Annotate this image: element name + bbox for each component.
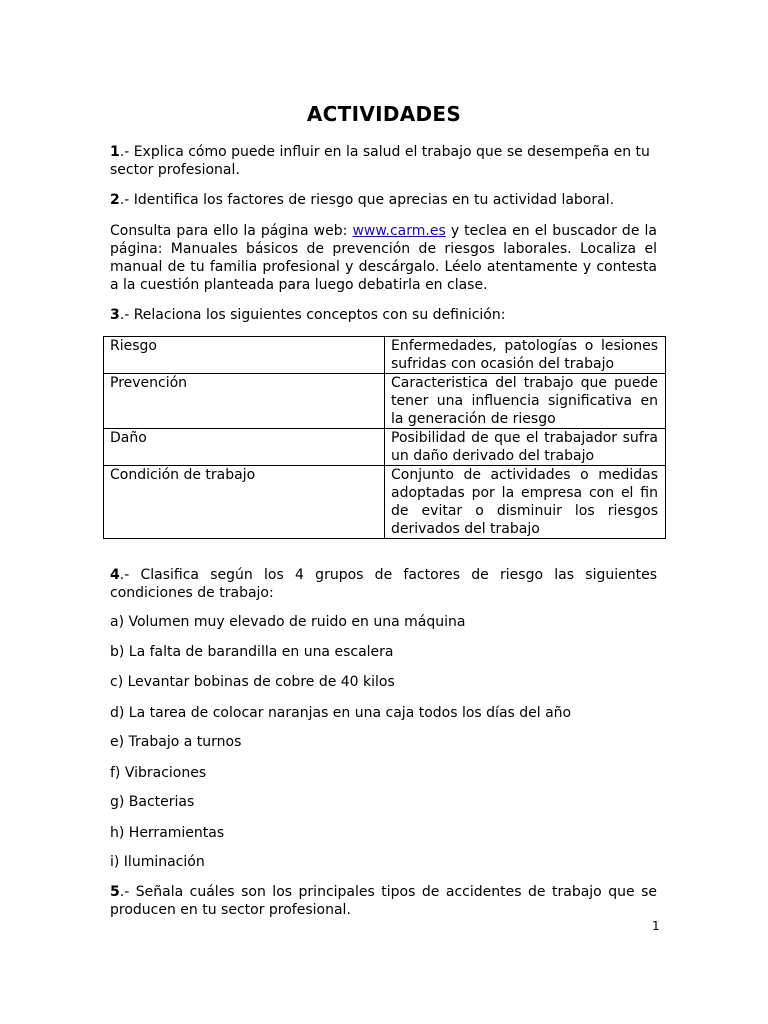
question-3-text: .- Relaciona los siguientes conceptos con su definición:	[119, 307, 506, 323]
consulta-text-before: Consulta para ello la página web:	[110, 223, 353, 239]
concept-cell: Daño	[104, 429, 385, 466]
list-item: i) Iluminación	[110, 854, 205, 870]
list-item: e) Trabajo a turnos	[110, 734, 242, 750]
list-item: h) Herramientas	[110, 825, 225, 841]
question-1	[110, 143, 657, 179]
question-3	[110, 306, 657, 324]
table-row	[104, 466, 666, 539]
concept-cell: Condición de trabajo	[104, 466, 385, 539]
consulta-text-after: y teclea en el buscador de la página: Manuales básicos de prevención de riesgos laborales. Localiza el manual de tu familia profesional y descárgalo. Léelo atentamente y contesta a la cuestión planteada para luego debatirla en clase.	[110, 223, 657, 293]
consulta-paragraph	[110, 222, 657, 294]
question-2-number: 2	[110, 192, 120, 208]
list-item: a) Volumen muy elevado de ruido en una máquina	[110, 614, 466, 630]
question-5-number: 5	[110, 884, 120, 900]
table-row	[104, 337, 666, 374]
definition-cell: Posibilidad de que el trabajador sufra un daño derivado del trabajo	[385, 429, 666, 466]
concepts-table	[103, 336, 666, 539]
question-2	[110, 191, 657, 209]
page-title: ACTIVIDADES	[306, 102, 462, 126]
question-1-number: 1	[110, 144, 120, 160]
question-4-number: 4	[110, 567, 120, 583]
definition-cell: Conjunto de actividades o medidas adoptadas por la empresa con el fin de evitar o disminuir los riesgos derivados del trabajo	[385, 466, 666, 539]
list-item: f) Vibraciones	[110, 765, 207, 781]
list-item: c) Levantar bobinas de cobre de 40 kilos	[110, 674, 395, 690]
table-row	[104, 429, 666, 466]
question-3-number: 3	[110, 307, 120, 323]
list-item: g) Bacterias	[110, 794, 195, 810]
question-4-text: .- Clasifica según los 4 grupos de factores de riesgo las siguientes condiciones de trabajo:	[110, 567, 657, 601]
question-4	[110, 566, 657, 602]
question-1-text: .- Explica cómo puede influir en la salud el trabajo que se desempeña en tu sector profesional.	[110, 144, 650, 178]
list-item: b) La falta de barandilla en una escalera	[110, 644, 394, 660]
list-item: d) La tarea de colocar naranjas en una caja todos los días del año	[110, 705, 572, 721]
page-number: 1	[652, 919, 660, 933]
question-2-text: .- Identifica los factores de riesgo que aprecias en tu actividad laboral.	[119, 192, 615, 208]
concept-cell: Riesgo	[104, 337, 385, 374]
carm-link[interactable]: www.carm.es	[352, 223, 446, 239]
table-row	[104, 374, 666, 429]
question-5-text: .- Señala cuáles son los principales tipos de accidentes de trabajo que se producen en tu sector profesional.	[110, 884, 657, 918]
question-5	[110, 883, 657, 919]
definition-cell: Enfermedades, patologías o lesiones sufridas con ocasión del trabajo	[385, 337, 666, 374]
definition-cell: Caracteristica del trabajo que puede tener una influencia significativa en la generación de riesgo	[385, 374, 666, 429]
concept-cell: Prevención	[104, 374, 385, 429]
